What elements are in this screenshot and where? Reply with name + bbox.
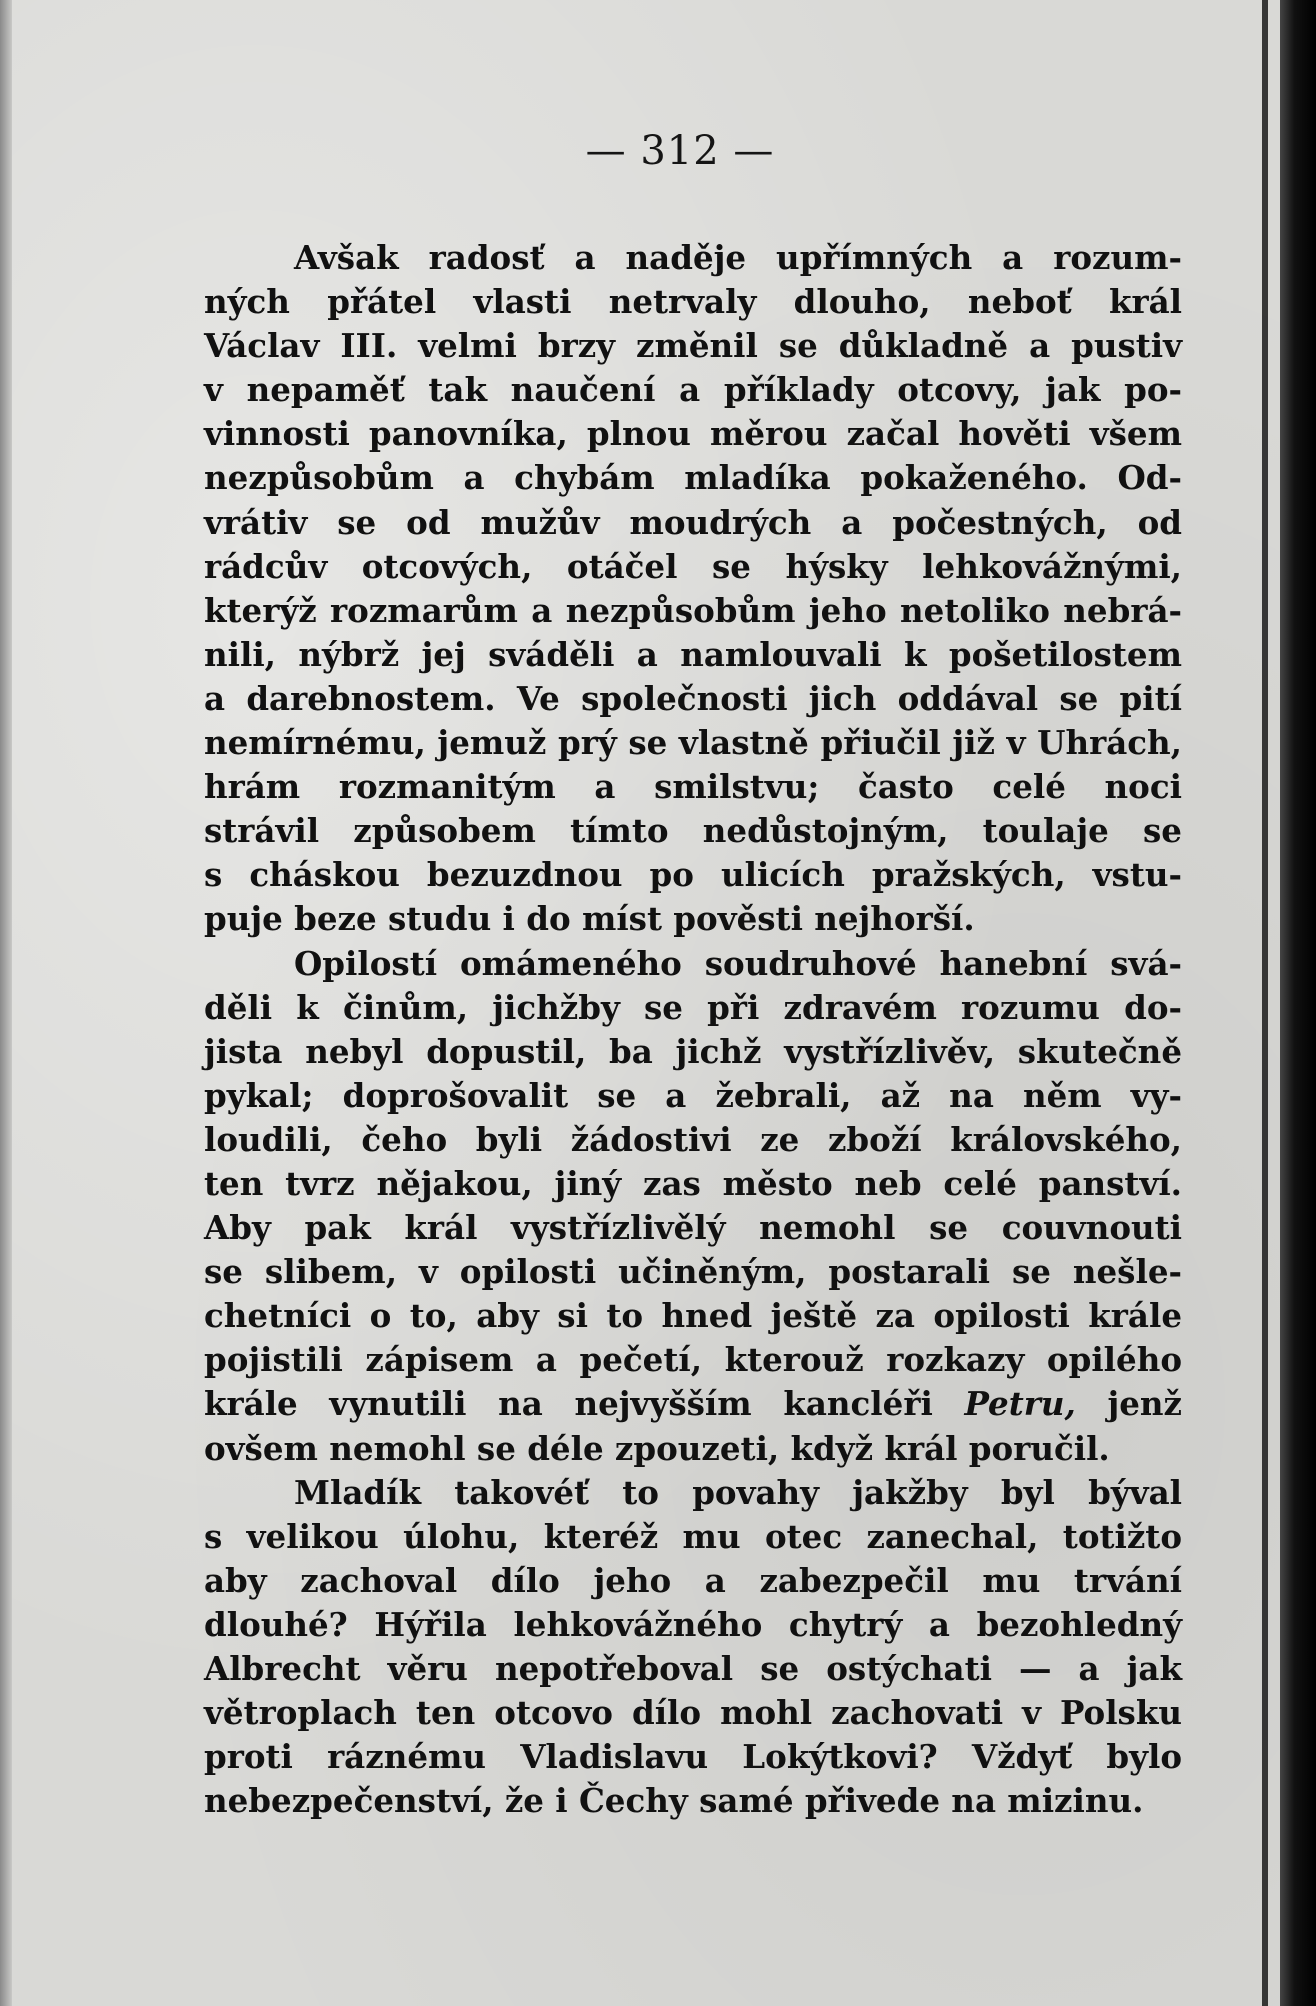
scan-dark-border xyxy=(1280,0,1316,2006)
page-fold-line xyxy=(1262,0,1268,2006)
text-line xyxy=(204,1382,1182,1426)
text-line: ných přátel vlasti netrvaly dlouho, neboť král xyxy=(204,282,1182,322)
text-line: nebezpečenství, že i Čechy samé přivede na mizinu. xyxy=(204,1781,1144,1821)
text-line: Aby pak král vystřízlivělý nemohl se couvnouti xyxy=(204,1208,1182,1248)
page-number: — 312 — xyxy=(585,128,775,174)
text-segment: krále vynutili na nejvyšším kancléři xyxy=(204,1384,965,1424)
text-line: puje beze studu i do míst pověsti nejhorší. xyxy=(204,899,975,939)
text-line: nezpůsobům a chybám mladíka pokaženého. Od- xyxy=(204,458,1182,498)
body-text xyxy=(204,236,1182,1823)
page-left-edge xyxy=(0,0,12,2006)
text-line: pojistili zápisem a pečetí, kterouž rozkazy opilého xyxy=(204,1340,1182,1380)
text-line: hrám rozmanitým a smilstvu; často celé noci xyxy=(204,767,1182,807)
text-line: strávil způsobem tímto nedůstojným, toulaje se xyxy=(204,811,1182,851)
text-line: dlouhé? Hýřila lehkovážného chytrý a bezohledný xyxy=(204,1604,1182,1644)
text-line: rádcův otcových, otáčel se hýsky lehkovážnými, xyxy=(204,546,1182,586)
text-line: pykal; doprošovalit se a žebrali, až na něm vy- xyxy=(204,1075,1182,1115)
text-line: loudili, čeho byli žádostivi ze zboží královského, xyxy=(204,1119,1182,1159)
text-line: Avšak radosť a naděje upřímných a rozum- xyxy=(294,238,1182,277)
text-line: Opilostí omámeného soudruhové hanební svá- xyxy=(294,943,1182,983)
text-line: větroplach ten otcovo dílo mohl zachovati v Polsku xyxy=(204,1693,1182,1733)
text-line: se slibem, v opilosti učiněným, postarali se nešle- xyxy=(204,1252,1182,1292)
text-line: Mladík takovéť to povahy jakžby byl býval xyxy=(294,1472,1182,1512)
italic-name: Petru, xyxy=(964,1384,1076,1424)
text-line: Albrecht věru nepotřeboval se ostýchati — a jak xyxy=(204,1649,1182,1688)
text-line: vrátiv se od mužův moudrých a počestných, od xyxy=(204,502,1182,542)
text-line: proti ráznému Vladislavu Lokýtkovi? Vždyť bylo xyxy=(204,1737,1182,1777)
text-line: aby zachoval dílo jeho a zabezpečil mu trvání xyxy=(204,1560,1182,1600)
text-line: nemírnému, jemuž prý se vlastně přiučil již v Uhrách, xyxy=(204,723,1182,763)
text-line: a darebnostem. Ve společnosti jich oddával se pití xyxy=(204,678,1182,718)
text-line: vinnosti panovníka, plnou měrou začal hověti všem xyxy=(204,414,1182,454)
text-line: nili, nýbrž jej sváděli a namlouvali k pošetilostem xyxy=(204,634,1182,674)
text-line: s cháskou bezuzdnou po ulicích pražských, vstu- xyxy=(204,855,1182,895)
text-line: ovšem nemohl se déle zpouzeti, když král poručil. xyxy=(204,1428,1110,1468)
text-line: jista nebyl dopustil, ba jichž vystřízlivěv, skutečně xyxy=(204,1031,1182,1071)
text-line: Václav III. velmi brzy změnil se důkladně a pustiv xyxy=(204,326,1182,366)
text-segment: jenž xyxy=(1075,1384,1183,1424)
text-line: v nepaměť tak naučení a příklady otcovy, jak po- xyxy=(204,370,1182,410)
text-line: děli k činům, jichžby se při zdravém rozumu do- xyxy=(204,987,1182,1027)
text-line: ten tvrz nějakou, jiný zas město neb celé panství. xyxy=(204,1163,1182,1203)
text-line: kterýž rozmarům a nezpůsobům jeho netoliko nebrá- xyxy=(204,590,1182,630)
text-line: chetníci o to, aby si to hned ještě za opilosti krále xyxy=(204,1296,1182,1336)
text-line: s velikou úlohu, kteréž mu otec zanechal, totižto xyxy=(204,1516,1182,1556)
